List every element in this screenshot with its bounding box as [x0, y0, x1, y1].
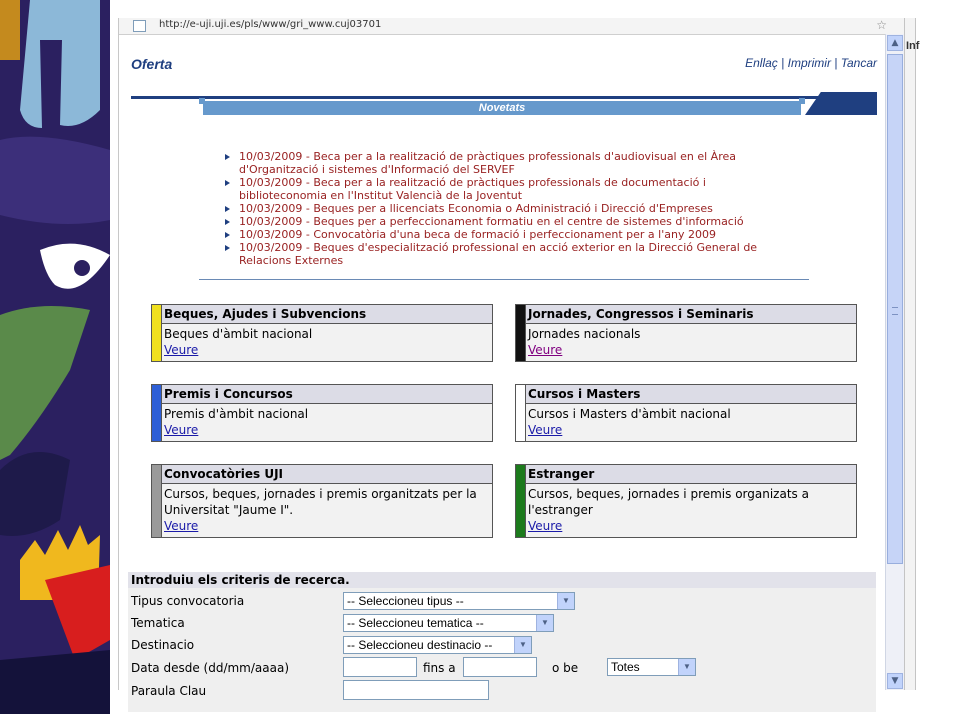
grip-icon [892, 307, 898, 315]
tematica-label: Tematica [131, 616, 185, 630]
data-desde-input[interactable] [343, 657, 417, 677]
page-title: Oferta [131, 56, 173, 72]
obe-label: o be [552, 661, 579, 675]
category-convocatories-uji [151, 464, 493, 538]
paraula-clau-input[interactable] [343, 680, 489, 700]
link-tancar[interactable]: Tancar [840, 56, 877, 70]
category-title: Convocatòries UJI [161, 465, 492, 484]
page-content [119, 34, 885, 698]
news-item-text[interactable]: 10/03/2009 - Beques per a perfeccionament formatiu en el centre de sistemes d'informació [239, 215, 744, 228]
news-item-text[interactable]: 10/03/2009 - Convocatòria d'una beca de formació i perfeccionament per a l'any 2009 [239, 228, 716, 241]
data-desde-label: Data desde (dd/mm/aaaa) [131, 661, 290, 675]
tipus-select-value: -- Seleccioneu tipus -- [347, 594, 464, 608]
link-separator: | [834, 56, 838, 70]
destinacio-label: Destinacio [131, 638, 195, 652]
news-item-text[interactable]: 10/03/2009 - Beca per a la realització de pràctiques professionals de documentació i biblioteconomia en l'Institut Valencià de la Joventut [239, 176, 706, 202]
data-fins-input[interactable] [463, 657, 537, 677]
scroll-down-icon[interactable]: ▼ [887, 673, 903, 689]
novetats-bar [203, 101, 801, 115]
search-heading: Introduiu els criteris de recerca. [128, 572, 876, 588]
veure-link[interactable]: Veure [528, 423, 563, 437]
tipus-label: Tipus convocatoria [131, 594, 245, 608]
header-rule [131, 96, 877, 99]
news-item-text[interactable]: 10/03/2009 - Beques per a llicenciats Economia o Administració i Direcció d'Empreses [239, 202, 713, 215]
browser-window [118, 18, 905, 698]
news-item[interactable] [225, 176, 785, 202]
veure-link[interactable]: Veure [164, 423, 199, 437]
tipus-select[interactable] [343, 592, 575, 610]
chevron-down-icon[interactable]: ▼ [557, 593, 574, 609]
category-desc: Beques d'àmbit nacional [164, 327, 313, 341]
news-item[interactable] [225, 228, 785, 241]
category-color-stripe [516, 465, 526, 537]
category-beques [151, 304, 493, 362]
news-list [225, 150, 785, 267]
destinacio-select-value: -- Seleccioneu destinacio -- [347, 638, 493, 652]
novetats-title: Novetats [478, 102, 526, 114]
news-item-text[interactable]: 10/03/2009 - Beca per a la realització de pràctiques professionals d'audiovisual en el Àrea d'Organització i sistemes d'Informació del SERVEF [239, 150, 736, 176]
bullet-arrow-icon [225, 232, 230, 238]
link-separator: | [781, 56, 785, 70]
totes-select-value: Totes [611, 660, 640, 674]
bar-corner-right [799, 98, 805, 104]
scroll-up-icon[interactable]: ▲ [887, 35, 903, 51]
search-form [128, 572, 876, 712]
category-color-stripe [152, 385, 162, 441]
category-premis [151, 384, 493, 442]
tematica-select[interactable] [343, 614, 554, 632]
header-links [745, 56, 877, 70]
category-title: Cursos i Masters [525, 385, 856, 404]
chevron-down-icon[interactable]: ▼ [514, 637, 531, 653]
news-item[interactable] [225, 215, 785, 228]
tematica-select-value: -- Seleccioneu tematica -- [347, 616, 484, 630]
bullet-arrow-icon [225, 180, 230, 186]
bullet-arrow-icon [225, 206, 230, 212]
bullet-arrow-icon [225, 245, 230, 251]
totes-select[interactable] [607, 658, 696, 676]
favorite-star-icon[interactable]: ☆ [876, 18, 887, 32]
news-separator [199, 279, 809, 280]
link-enllac[interactable]: Enllaç [745, 56, 778, 70]
category-color-stripe [516, 385, 526, 441]
address-bar[interactable] [119, 18, 905, 35]
scroll-thumb[interactable] [887, 54, 903, 564]
link-imprimir[interactable]: Imprimir [787, 56, 831, 70]
news-item[interactable] [225, 241, 785, 267]
category-title: Jornades, Congressos i Seminaris [525, 305, 856, 324]
veure-link[interactable]: Veure [164, 343, 199, 357]
chevron-down-icon[interactable]: ▼ [536, 615, 553, 631]
category-estranger [515, 464, 857, 538]
adjacent-window-edge [904, 18, 916, 690]
category-title: Estranger [525, 465, 856, 484]
news-item[interactable] [225, 202, 785, 215]
category-desc: Premis d'àmbit nacional [164, 407, 309, 421]
adjacent-window-label: Inf [906, 40, 920, 52]
news-item[interactable] [225, 150, 785, 176]
category-desc: Cursos, beques, jornades i premis organizats a l'estranger [528, 487, 809, 517]
address-url[interactable]: http://e-uji.uji.es/pls/www/gri_www.cuj03701 [159, 19, 382, 30]
category-jornades [515, 304, 857, 362]
destinacio-select[interactable] [343, 636, 532, 654]
category-title: Premis i Concursos [161, 385, 492, 404]
category-color-stripe [152, 305, 162, 361]
page-icon [133, 20, 146, 32]
bar-corner-left [199, 98, 205, 104]
vertical-scrollbar[interactable] [885, 34, 904, 690]
veure-link[interactable]: Veure [528, 519, 563, 533]
paraula-clau-label: Paraula Clau [131, 684, 207, 698]
category-title: Beques, Ajudes i Subvencions [161, 305, 492, 324]
category-cursos [515, 384, 857, 442]
news-item-text[interactable]: 10/03/2009 - Beques d'especialització professional en acció exterior en la Direcció General de Relacions Externes [239, 241, 758, 267]
chevron-down-icon[interactable]: ▼ [678, 659, 695, 675]
veure-link[interactable]: Veure [528, 343, 563, 357]
category-color-stripe [152, 465, 162, 537]
fins-label: fins a [423, 661, 456, 675]
category-color-stripe [516, 305, 526, 361]
category-desc: Jornades nacionals [528, 327, 641, 341]
bullet-arrow-icon [225, 154, 230, 160]
category-desc: Cursos, beques, jornades i premis organitzats per la Universitat "Jaume I". [164, 487, 477, 517]
artwork-graphic [0, 0, 110, 714]
veure-link[interactable]: Veure [164, 519, 199, 533]
bullet-arrow-icon [225, 219, 230, 225]
category-desc: Cursos i Masters d'àmbit nacional [528, 407, 731, 421]
decorative-artwork [0, 0, 110, 714]
